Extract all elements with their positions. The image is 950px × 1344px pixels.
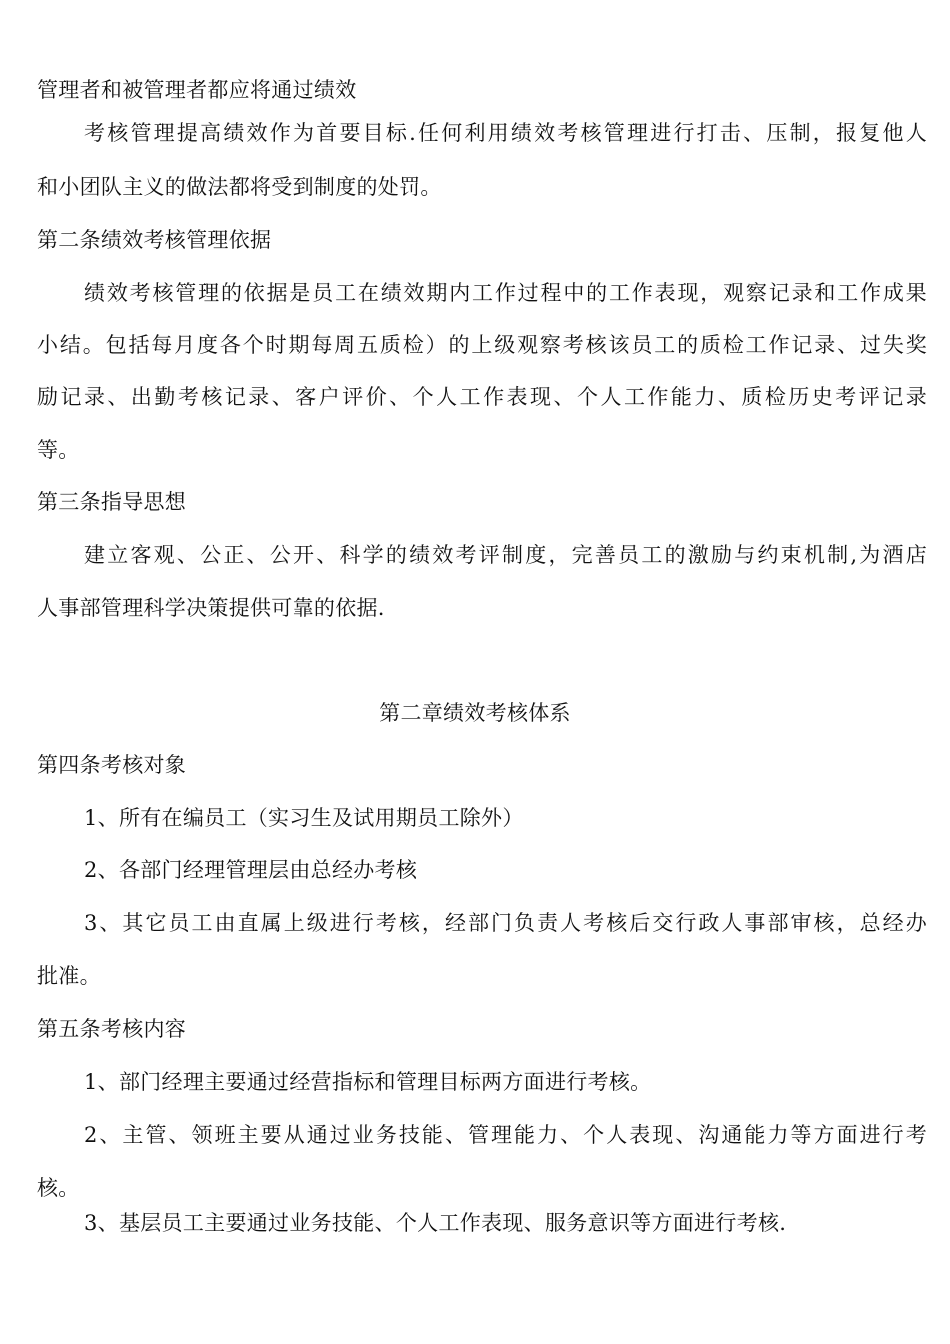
list-item: 1、所有在编员工（实习生及试用期员工除外） xyxy=(84,806,524,830)
paragraph-line: 绩效考核管理的依据是员工在绩效期内工作过程中的工作表现，观察记录和工作成果 xyxy=(84,281,927,305)
list-item: 3、基层员工主要通过业务技能、个人工作表现、服务意识等方面进行考核. xyxy=(84,1211,787,1235)
list-item: 3、其它员工由直属上级进行考核，经部门负责人考核后交行政人事部审核，总经办 xyxy=(84,911,927,935)
paragraph-line: 人事部管理科学决策提供可靠的依据. xyxy=(37,596,385,620)
paragraph-line: 和小团队主义的做法都将受到制度的处罚。 xyxy=(37,175,442,199)
list-item: 1、部门经理主要通过经营指标和管理目标两方面进行考核。 xyxy=(84,1070,652,1094)
article-heading: 第二条绩效考核管理依据 xyxy=(37,228,272,252)
list-item: 2、各部门经理管理层由总经办考核 xyxy=(84,858,418,882)
paragraph-line: 考核管理提高绩效作为首要目标.任何利用绩效考核管理进行打击、压制，报复他人 xyxy=(84,121,927,145)
paragraph-line: 批准。 xyxy=(37,964,101,988)
list-item: 2、主管、领班主要从通过业务技能、管理能力、个人表现、沟通能力等方面进行考 xyxy=(84,1123,927,1147)
article-heading: 第四条考核对象 xyxy=(37,753,187,777)
paragraph-line: 核。 xyxy=(37,1176,80,1200)
paragraph-line: 建立客观、公正、公开、科学的绩效考评制度，完善员工的激励与约束机制,为酒店 xyxy=(84,543,927,567)
chapter-title: 第二章绩效考核体系 xyxy=(379,701,571,725)
article-heading: 第三条指导思想 xyxy=(37,490,187,514)
paragraph-line: 励记录、出勤考核记录、客户评价、个人工作表现、个人工作能力、质检历史考评记录 xyxy=(37,385,927,409)
article-heading: 第五条考核内容 xyxy=(37,1017,187,1041)
paragraph-line: 管理者和被管理者都应将通过绩效 xyxy=(37,78,357,102)
paragraph-line: 小结。包括每月度各个时期每周五质检）的上级观察考核该员工的质检工作记录、过失奖 xyxy=(37,333,927,357)
paragraph-line: 等。 xyxy=(37,438,80,462)
